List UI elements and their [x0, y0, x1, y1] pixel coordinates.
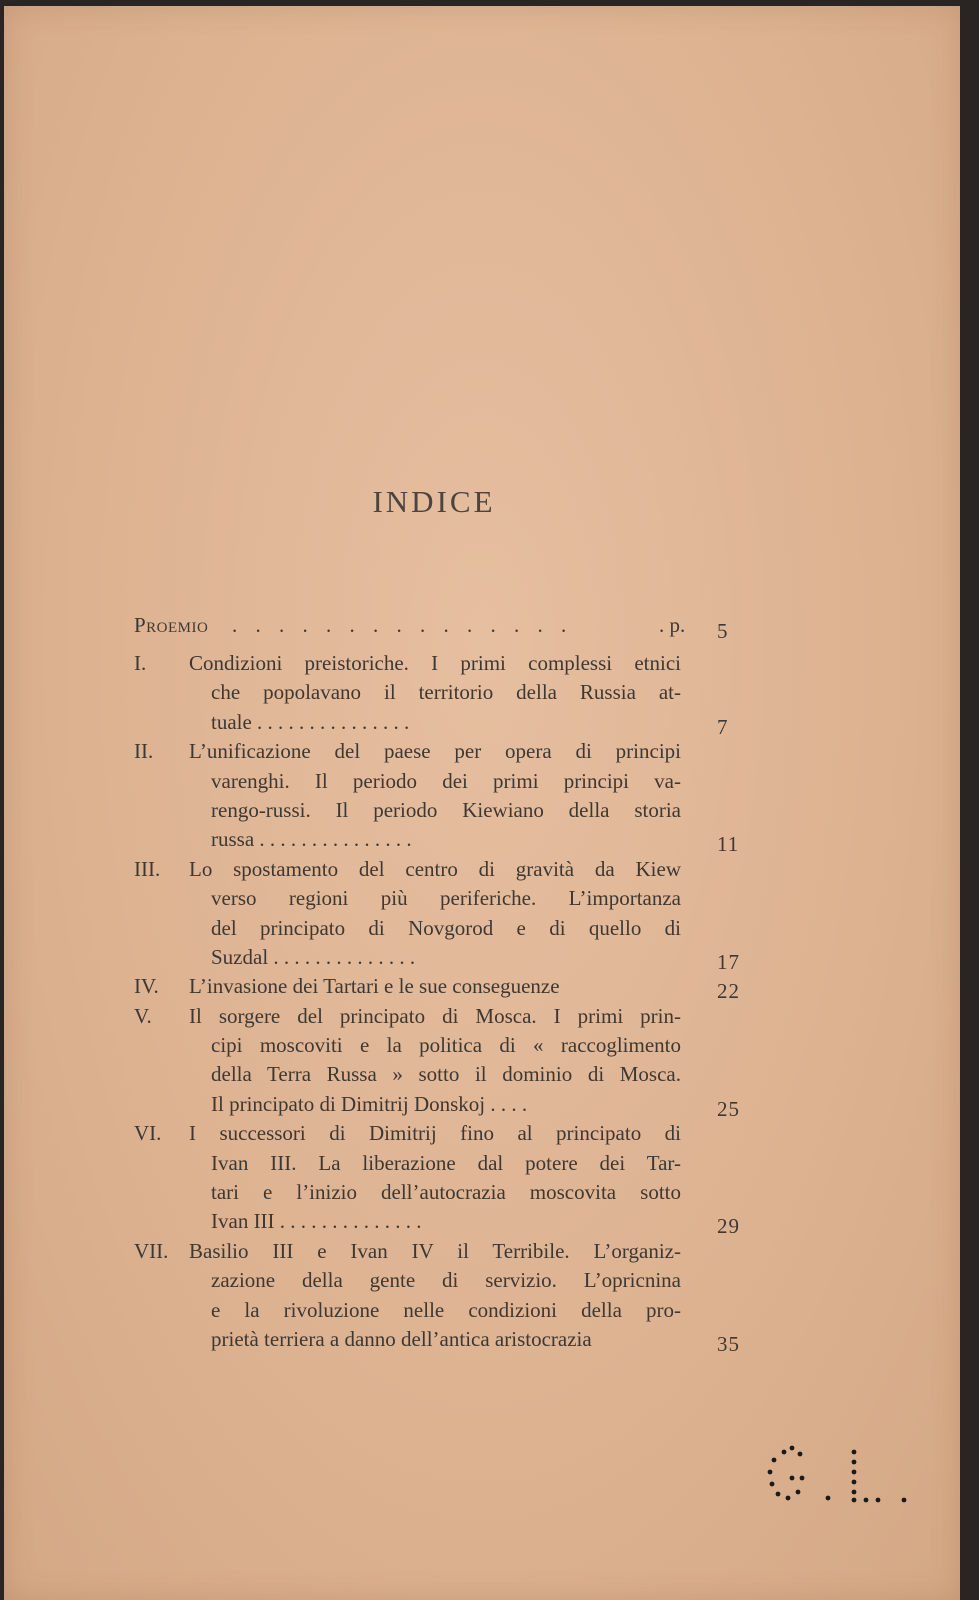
chapter-title-line: che popolavano il territorio della Russia at-: [211, 680, 681, 705]
chapter-title-line: L’invasione dei Tartari e le sue conseguenze: [189, 974, 560, 999]
toc-page-number: 11: [717, 832, 740, 857]
toc-page-number: 7: [717, 714, 729, 739]
table-of-contents: [134, 611, 749, 1354]
chapter-number: III.: [134, 856, 161, 881]
page-abbrev: . p.: [659, 613, 686, 637]
chapter-title-line: I successori di Dimitrij fino al principato di: [189, 1121, 681, 1146]
toc-entry-proemio: [134, 611, 749, 649]
chapter-title-line: e la rivoluzione nelle condizioni della pro-: [211, 1297, 681, 1322]
chapter-title-line: del principato di Novgorod e di quello di: [211, 915, 681, 940]
toc-entry: [134, 1119, 749, 1237]
chapter-number: V.: [134, 1003, 152, 1028]
toc-entry: [134, 855, 749, 973]
toc-entry: [134, 1237, 749, 1355]
chapter-title-line: Ivan III . . . . . . . . . . . . . .: [211, 1209, 422, 1234]
toc-page-number: 29: [717, 1214, 740, 1239]
page-title: INDICE: [372, 484, 496, 519]
chapter-title-line: Ivan III. La liberazione dal potere dei Tar-: [211, 1150, 681, 1175]
chapter-title-line: varenghi. Il periodo dei primi principi va-: [211, 768, 681, 793]
chapter-title-line: tari e l’inizio dell’autocrazia moscovita sotto: [211, 1180, 681, 1205]
dot-leader: . . . . . . . . . . . . . . .: [232, 613, 573, 637]
toc-page-number: 22: [717, 979, 740, 1004]
toc-page-number: 25: [717, 1096, 740, 1121]
chapter-number: VI.: [134, 1121, 162, 1146]
chapter-title-line: della Terra Russa » sotto il dominio di Mosca.: [211, 1062, 681, 1087]
chapter-title-line: L’unificazione del paese per opera di principi: [189, 739, 681, 764]
chapter-title-line: verso regioni più periferiche. L’importanza: [211, 886, 681, 911]
toc-page-number: 5: [717, 619, 729, 643]
chapter-title-line: Basilio III e Ivan IV il Terribile. L’organiz-: [189, 1238, 681, 1263]
chapter-number: I.: [134, 651, 147, 675]
chapter-title-line: tuale . . . . . . . . . . . . . . .: [211, 709, 410, 734]
chapter-title-line: Il principato di Dimitrij Donskoj . . . .: [211, 1091, 528, 1116]
chapter-title-line: Lo spostamento del centro di gravità da Kiew: [189, 856, 681, 881]
toc-page-number: 17: [717, 949, 740, 974]
chapter-number: VII.: [134, 1238, 169, 1263]
toc-entry: [134, 649, 749, 737]
perforation-stamp: [762, 1438, 912, 1511]
toc-page-number: 35: [717, 1332, 740, 1356]
toc-entry-label: Proemio: [134, 613, 209, 637]
chapter-title-line: rengo-russi. Il periodo Kiewiano della storia: [211, 797, 681, 822]
perforated-initials-icon: [762, 1438, 912, 1508]
chapter-title-line: Condizioni preistoriche. I primi complessi etnici: [189, 651, 681, 675]
chapter-number: II.: [134, 739, 154, 764]
toc-entry: [134, 972, 749, 1004]
chapter-title-line: Suzdal . . . . . . . . . . . . . .: [211, 944, 416, 969]
chapter-title-line: russa . . . . . . . . . . . . . . .: [211, 827, 412, 852]
toc-entry: [134, 1002, 749, 1120]
chapter-number: IV.: [134, 974, 159, 999]
chapter-list: [134, 649, 749, 1354]
chapter-title-line: Il sorgere del principato di Mosca. I primi prin-: [189, 1003, 681, 1028]
toc-entry: [134, 737, 749, 855]
book-page: [4, 6, 960, 1600]
chapter-title-line: cipi moscoviti e la politica di « raccoglimento: [211, 1033, 681, 1058]
chapter-title-line: prietà terriera a danno dell’antica aristocrazia: [211, 1326, 592, 1351]
chapter-title-line: zazione della gente di servizio. L’opricnina: [211, 1268, 681, 1293]
